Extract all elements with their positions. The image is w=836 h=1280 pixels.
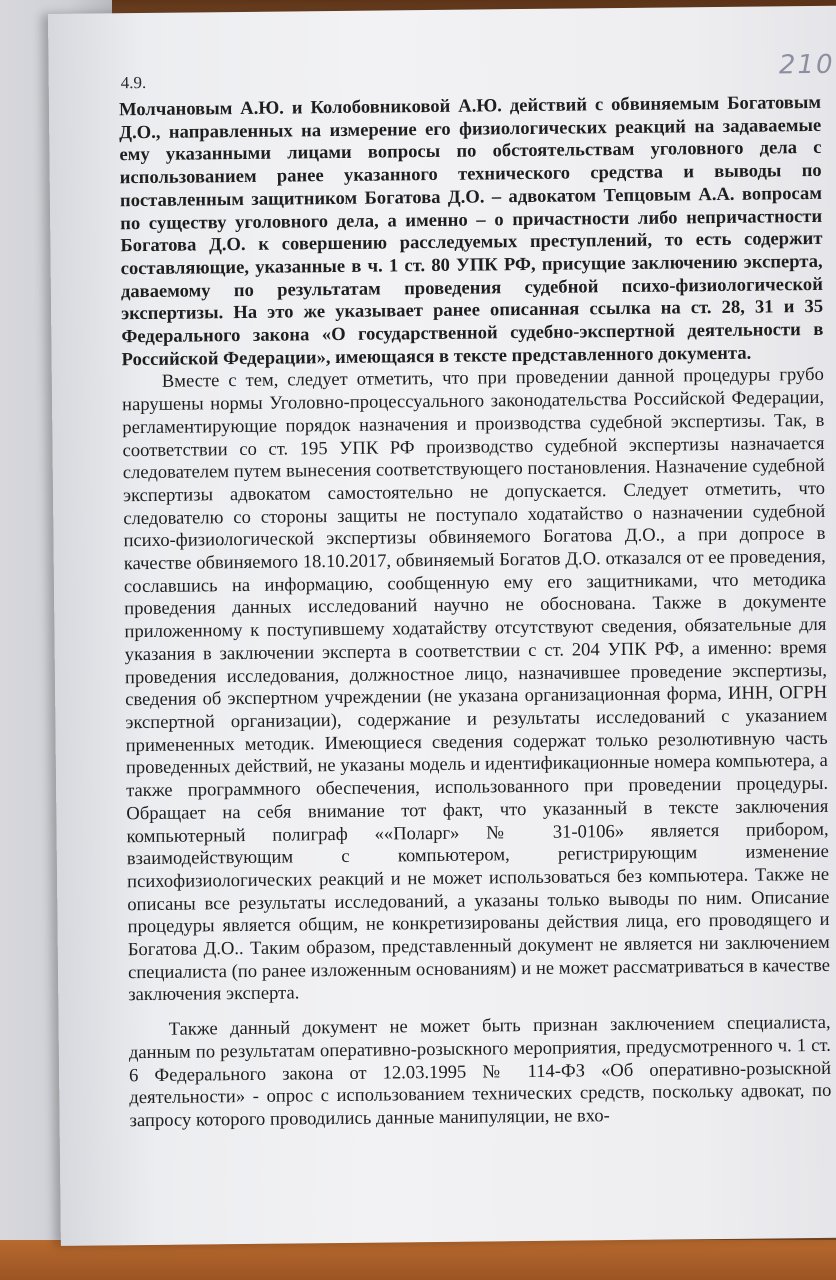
document-page: [48, 6, 836, 1246]
paragraph-2: Вместе с тем, следует отметить, что при проведении данной процедуры грубо нарушены нормы Уголовно-процессуального законодательства Российской Федерации, регламентирующие порядок назначения и производства судебной экспертизы. Так, в соответствии со ст. 195 УПК РФ производство судебной экспертизы назначается следователем путем вынесения соответствующего постановления. Назначение судебной экспертизы адвокатом самостоятельно не допускается. Следует отметить, что следователю со стороны защиты не поступало ходатайство о назначении судебной психо-физиологической экспертизы обвиняемого Богатова Д.О., а при допросе в качестве обвиняемого 18.10.2017, обвиняемый Богатов Д.О. отказался от ее проведения, сославшись на информацию, сообщенную ему его защитниками, что методика проведения данных исследований научно не обоснована. Также в документе приложенному к поступившему ходатайству отсутствуют сведения, обязательные для указания в заключении эксперта в соответствии с ст. 204 УПК РФ, а именно: время проведения исследования, должностное лицо, назначившее проведение экспертизы, сведения об экспертном учреждении (не указана организационная форма, ИНН, ОГРН экспертной организации), содержание и результаты исследований с указанием примененных методик. Имеющиеся сведения содержат только резолютивную часть проведенных действий, не указаны модель и идентификационные номера компьютера, а также программного обеспечения, использованного при проведении процедуры. Обращает на себя внимание тот факт, что указанный в тексте заключения компьютерный полиграф ««Поларг» № 31-0106» является прибором, взаимодействующим с компьютером, регистрирующим изменение психофизиологических реакций и не может использоваться без компьютера. Также не описаны все результаты исследований, а указаны только выводы по ним. Описание процедуры является общим, не конкретизированы действия лица, его проводящего и Богатова Д.О.. Таким образом, представленный документ не является ни заключением специалиста (по ранее изложенным основаниям) и не может рассматриваться в качестве заключения эксперта.: [121, 364, 831, 1006]
paragraph-3: Также данный документ не может быть признан заключением специалиста, данным по результатам оперативно-розыскного мероприятия, предусмотренного ч. 1 ст. 6 Федерального закона от 12.03.1995 № 114-ФЗ «Об оперативно-розыскной деятельности» - опрос с использованием технических средств, поскольку адвокат, по запросу которого проводились данные манипуляции, не вхо-: [128, 1011, 832, 1132]
desk-surface-bottom: [0, 1240, 836, 1280]
document-body: [119, 92, 832, 1133]
handwritten-page-number: 210: [778, 49, 835, 81]
paragraph-1: Молчановым А.Ю. и Колобовниковой А.Ю. действий с обвиняемым Богатовым Д.О., направленных на измерение его физиологических реакций на задаваемые ему указанными лицами вопросы по обстоятельствам уголовного дела с использованием ранее указанного технического средства и выводы по поставленным защитником Богатова Д.О. – адвокатом Тепцовым А.А. вопросам по существу уголовного дела, а именно – о причастности либо непричастности Богатова Д.О. к совершению расследуемых преступлений, то есть содержит составляющие, указанные в ч. 1 ст. 80 УПК РФ, присущие заключению эксперта, даваемому по результатам проведения судебной психо-физиологической экспертизы. На это же указывает ранее описанная ссылка на ст. 28, 31 и 35 Федерального закона «О государственной судебно-экспертной деятельности в Российской Федерации», имеющаяся в тексте представленного документа.: [118, 91, 824, 370]
section-number: 4.9.: [120, 72, 147, 93]
